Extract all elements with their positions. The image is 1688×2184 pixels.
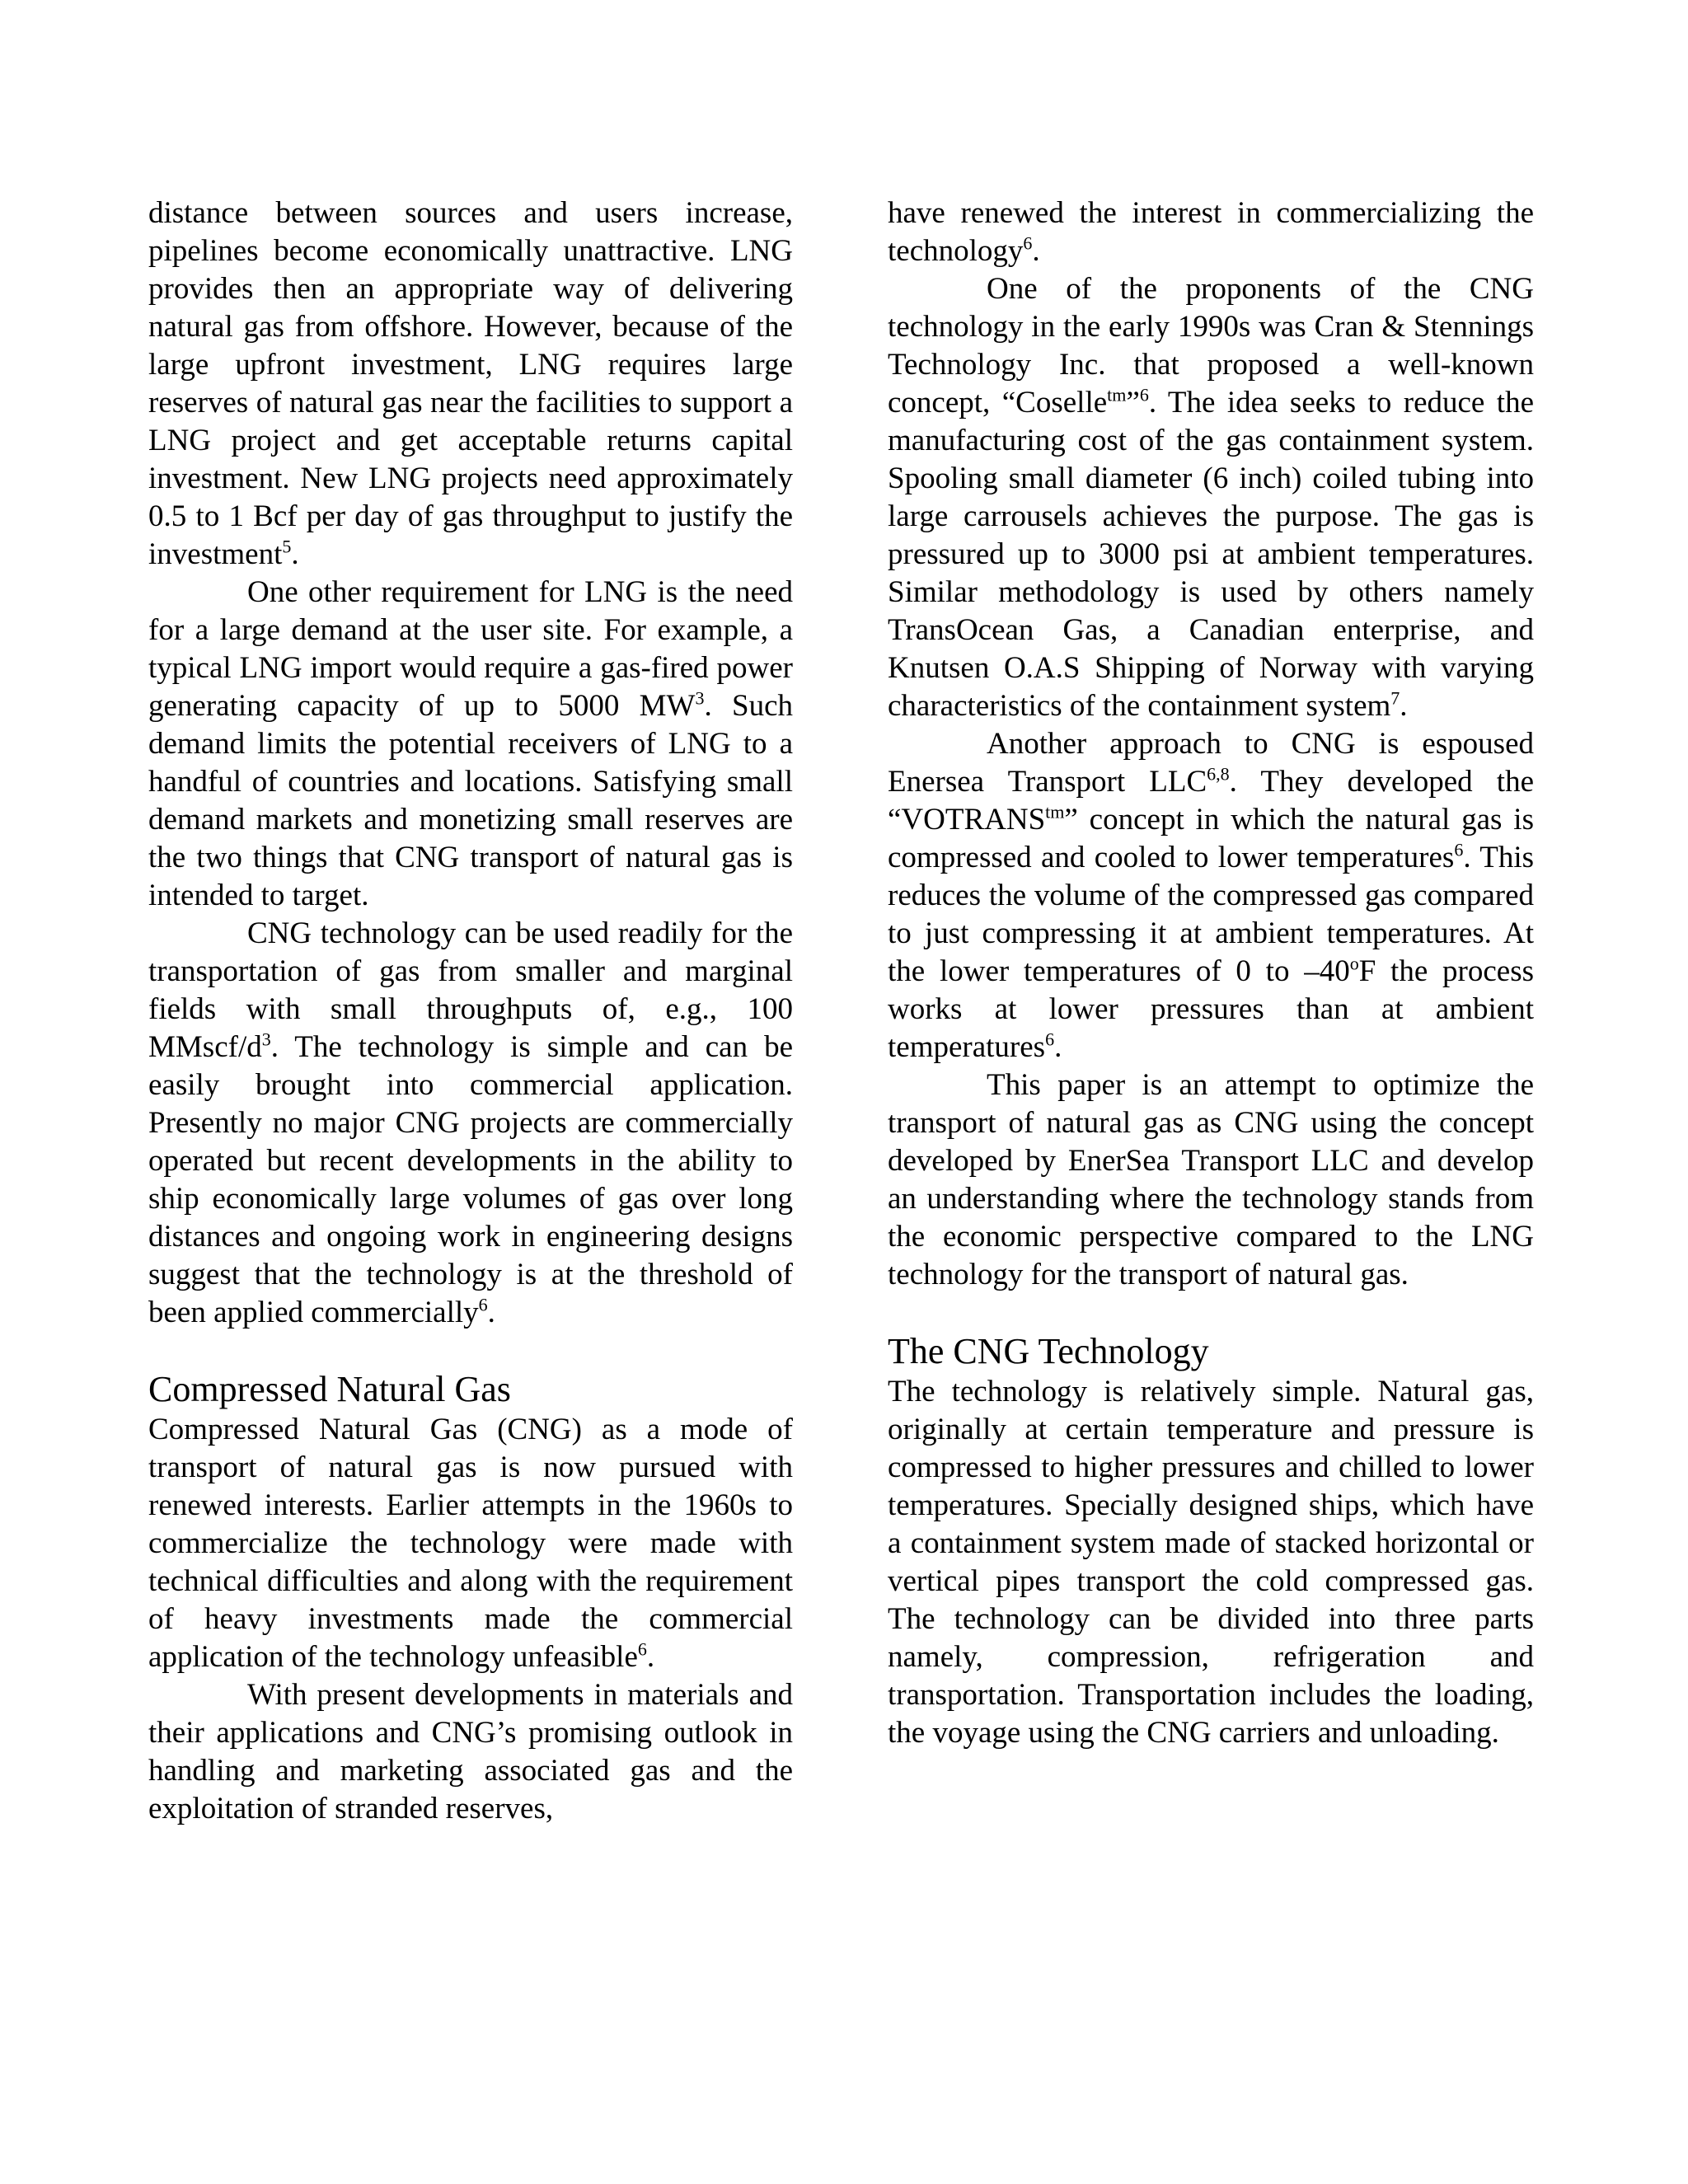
citation-ref: 6: [637, 1638, 647, 1660]
degree-mark: o: [1349, 953, 1359, 974]
citation-ref: 6: [1023, 232, 1033, 254]
right-column: [888, 194, 1534, 1752]
citation-ref: 6: [1454, 839, 1464, 860]
left-paragraph-1: distance between sources and users increase, pipelines become economically unattractive. LNG provides then an appropriate way of delivering natural gas from offshore. However, because of the large upfront investment, LNG requires large reserves of natural gas near the facilities to support a LNG project and get acceptable returns capital investment. New LNG projects need approximately 0.5 to 1 Bcf per day of gas throughput to justify the investment$^5$.: [148, 196, 793, 571]
citation-ref: 6: [1045, 1029, 1055, 1050]
trademark-mark: tm: [1107, 384, 1127, 405]
right-paragraph-1: have renewed the interest in commercializing the technology$^6$.: [888, 196, 1534, 268]
citation-ref: 3: [695, 687, 705, 709]
section-heading-cng-technology: The CNG Technology: [888, 1331, 1209, 1371]
citation-ref: 6: [478, 1294, 488, 1315]
citation-ref: 3: [261, 1029, 271, 1050]
left-column: [148, 194, 793, 1828]
citation-ref: 6,8: [1207, 763, 1230, 785]
right-paragraph-5: The technology is relatively simple. Natural gas, originally at certain temperature and pressure is compressed to higher pressures and chilled to lower temperatures. Specially designed ships, which have a containment system made of stacked horizontal or vertical pipes transport the cold compressed gas. The technology can be divided into three parts namely, compression, refrigeration and transportation. Transportation includes the loading, the voyage using the CNG carriers and unloading.: [888, 1375, 1534, 1750]
right-paragraph-4: This paper is an attempt to optimize the transport of natural gas as CNG using the concept developed by EnerSea Transport LLC and develop an understanding where the technology stands from the economic perspective compared to the LNG technology for the transport of natural gas.: [888, 1068, 1534, 1291]
right-paragraph-3: Another approach to CNG is espoused Enersea Transport LLC$^{6,8}$. They developed the “$VOTRANS^{tm}$” concept in which the natural gas is compressed and cooled to lower temperatures$^6$. This reduces the volume of the compressed gas compared to just compressing it at ambient temperatures. At the lower temperatures of 0 to –40$^o$F the process works at lower pressures than at ambient temperatures$^6$.: [888, 727, 1534, 1064]
section-spacer: [148, 1332, 793, 1368]
citation-ref: 5: [282, 536, 292, 557]
trademark-mark: tm: [1045, 801, 1065, 823]
right-paragraph-2: One of the proponents of the CNG technology in the early 1990s was Cran & Stennings Technology Inc. that proposed a well-known concept, “Coselle$^{tm}$”$^6$. The idea seeks to reduce the manufacturing cost of the gas containment system. Spooling small diameter (6 inch) coiled tubing into large carrousels achieves the purpose. The gas is pressured up to 3000 psi at ambient temperatures. Similar methodology is used by others namely TransOcean Gas, a Canadian enterprise, and Knutsen O.A.S Shipping of Norway with varying characteristics of the containment system$^7$.: [888, 272, 1534, 723]
section-heading-compressed-natural-gas: Compressed Natural Gas: [148, 1369, 511, 1409]
section-spacer: [888, 1294, 1534, 1330]
citation-ref: 7: [1390, 687, 1400, 709]
left-paragraph-2: One other requirement for LNG is the need for a large demand at the user site. For example, a typical LNG import would require a gas-fired power generating capacity of up to 5000 $MW^3$. Such demand limits the potential receivers of LNG to a handful of countries and locations. Satisfying small demand markets and monetizing small reserves are the two things that CNG transport of natural gas is intended to target.: [148, 575, 793, 912]
left-paragraph-3: CNG technology can be used readily for the transportation of gas from smaller and marginal fields with small throughputs of, e.g., 100 MMscf/$d^3$. The technology is simple and can be easily brought into commercial application. Presently no major CNG projects are commercially operated but recent developments in the ability to ship economically large volumes of gas over long distances and ongoing work in engineering designs suggest that the technology is at the threshold of been applied commercially$^6$.: [148, 916, 793, 1329]
left-paragraph-5: With present developments in materials and their applications and CNG’s promising outlook in handling and marketing associated gas and the exploitation of stranded reserves,: [148, 1678, 793, 1825]
left-paragraph-4: Compressed Natural Gas (CNG) as a mode of transport of natural gas is now pursued with renewed interests. Earlier attempts in the 1960s to commercialize the technology were made with technical difficulties and along with the requirement of heavy investments made the commercial application of the technology unfeasible$^6$.: [148, 1413, 793, 1674]
citation-ref: 6: [1139, 384, 1149, 405]
